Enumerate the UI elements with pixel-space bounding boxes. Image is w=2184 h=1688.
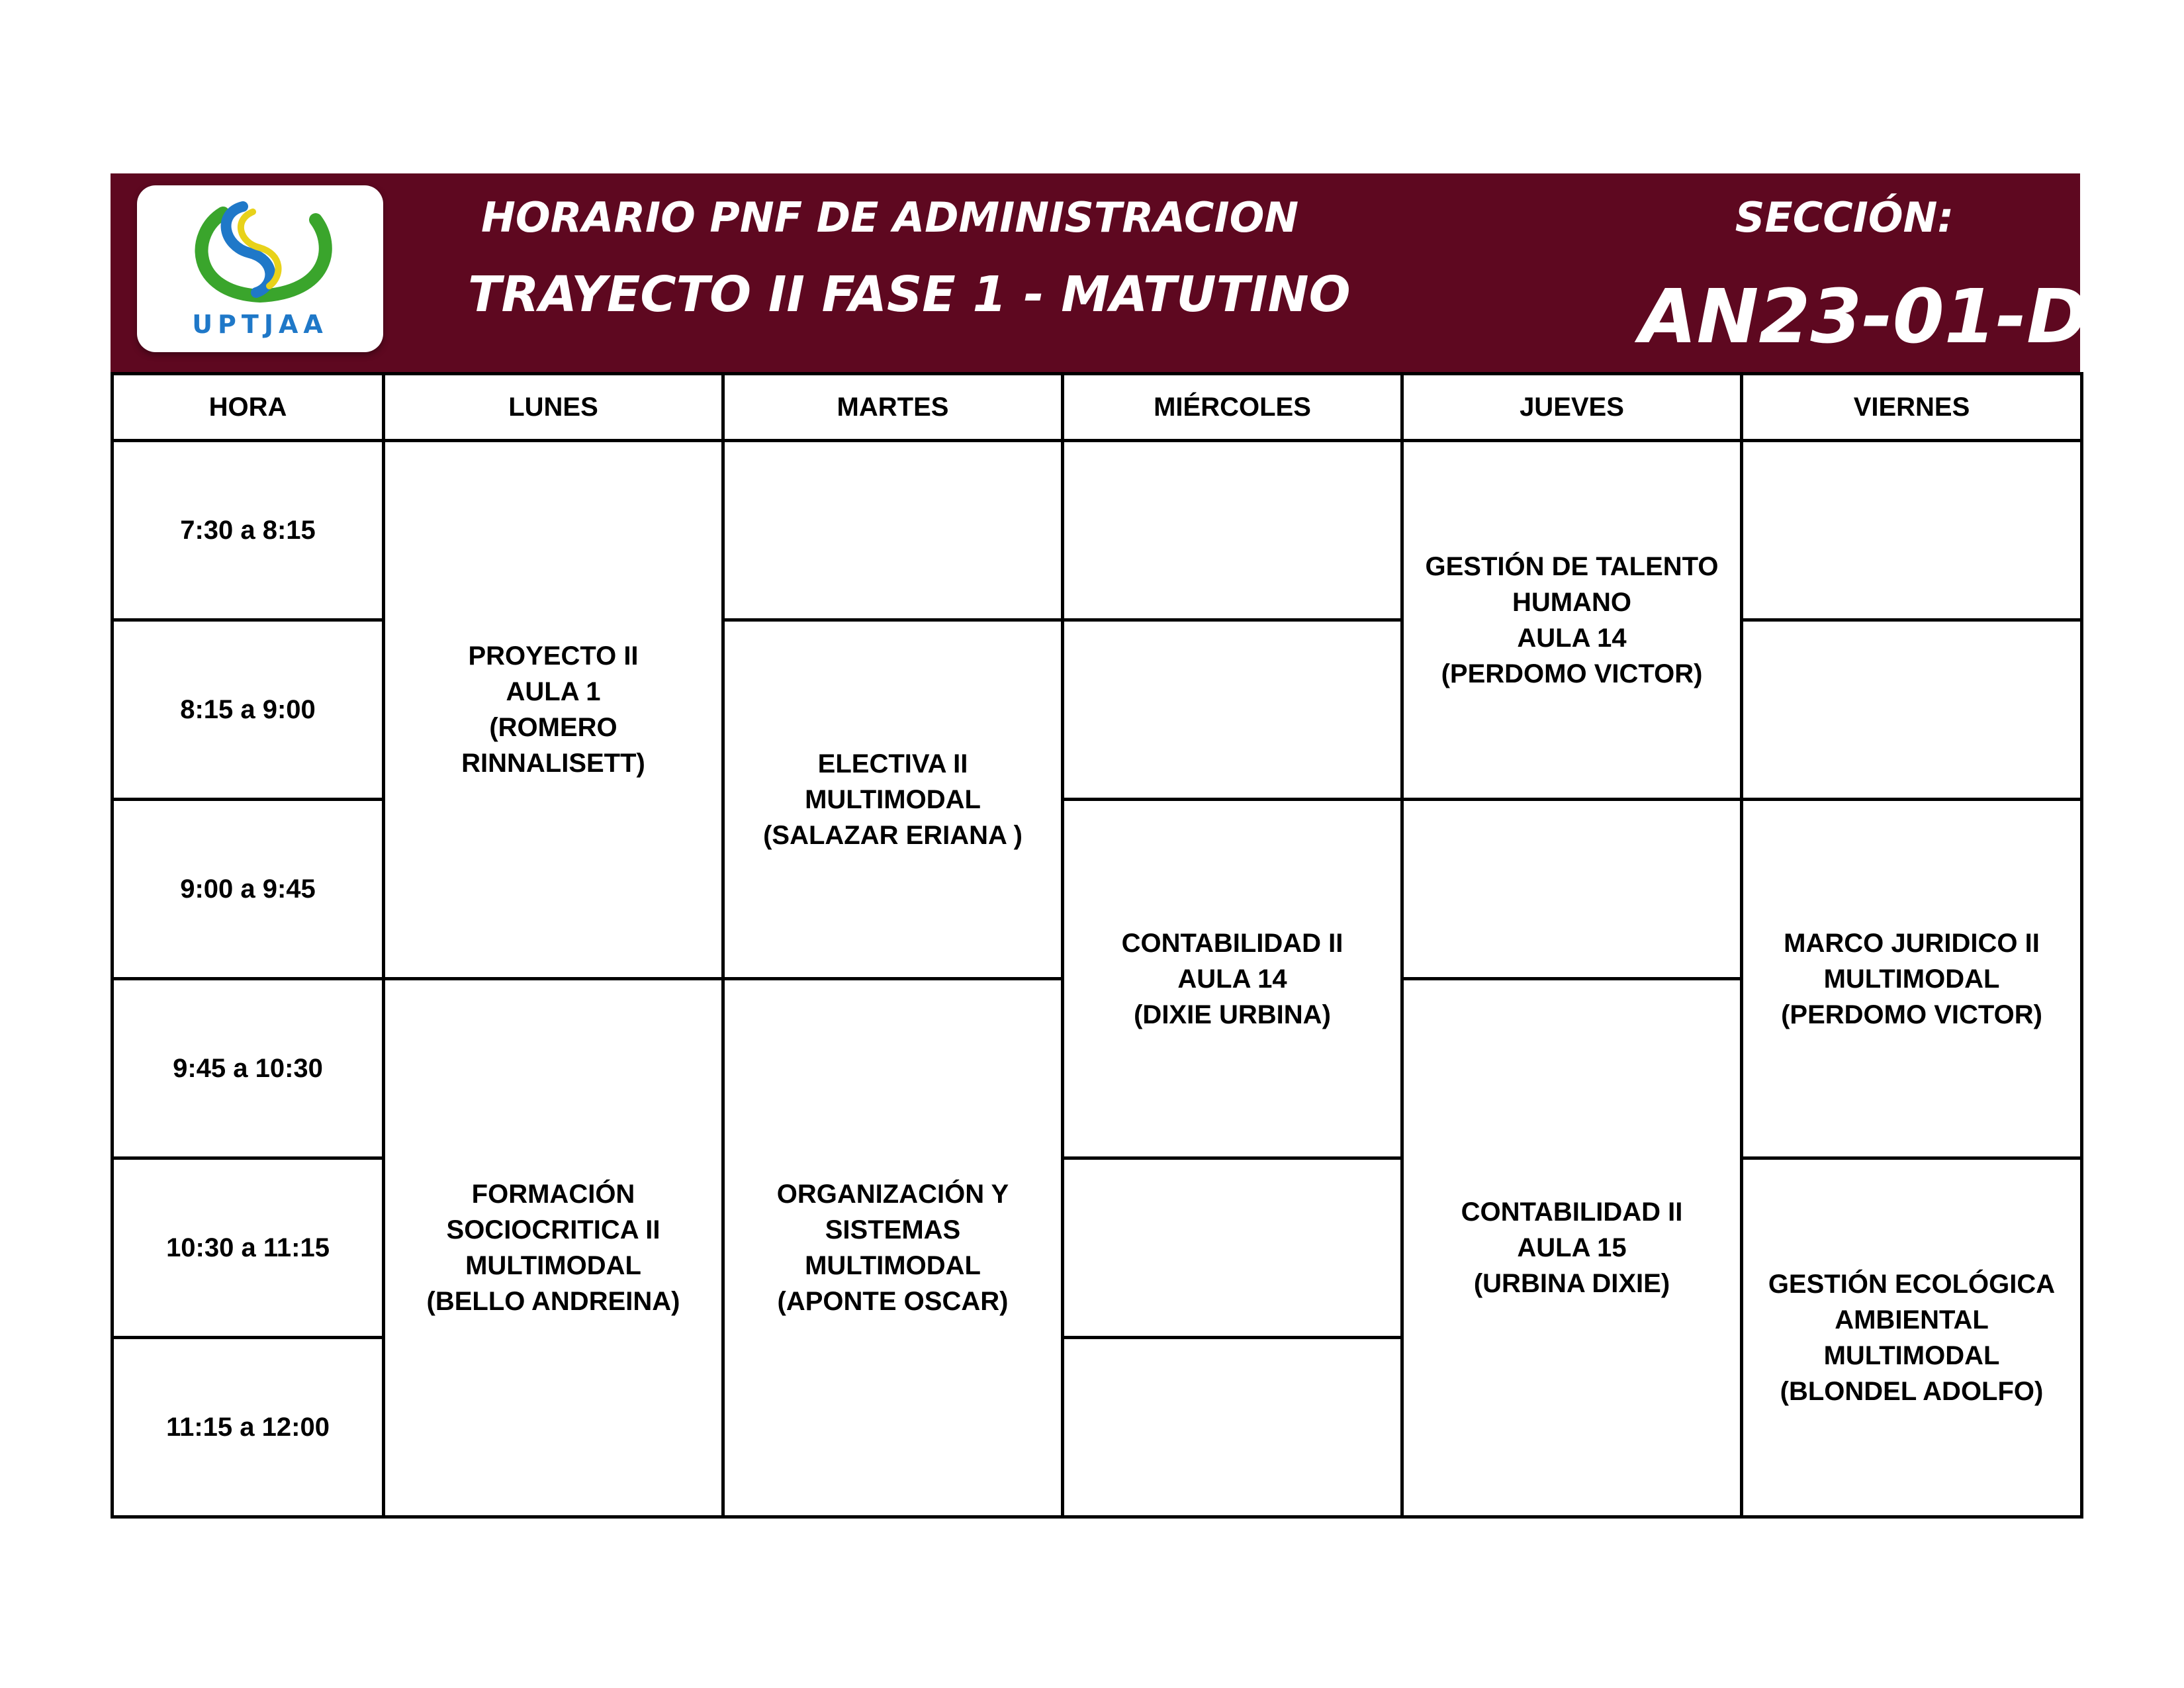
section-code: AN23-01-D2	[1639, 274, 2140, 360]
column-header-hora: HORA	[113, 374, 384, 441]
hour-cell: 10:30 a 11:15	[113, 1158, 384, 1338]
column-header-lunes: LUNES	[384, 374, 723, 441]
class-cell: CONTABILIDAD II AULA 15 (URBINA DIXIE)	[1402, 979, 1742, 1517]
empty-cell	[1402, 800, 1742, 979]
column-header-martes: MARTES	[723, 374, 1063, 441]
logo-emblem-icon	[177, 193, 343, 306]
empty-cell	[1063, 1338, 1402, 1517]
column-header-miercoles: MIÉRCOLES	[1063, 374, 1402, 441]
schedule-sheet	[111, 173, 2140, 1519]
schedule-title: HORARIO PNF DE ADMINISTRACION	[481, 193, 1299, 242]
hour-cell: 11:15 a 12:00	[113, 1338, 384, 1517]
empty-cell	[1063, 1158, 1402, 1338]
class-cell: GESTIÓN DE TALENTO HUMANO AULA 14 (PERDOMO VICTOR)	[1402, 441, 1742, 800]
column-header-jueves: JUEVES	[1402, 374, 1742, 441]
empty-cell	[1063, 620, 1402, 800]
class-cell: CONTABILIDAD II AULA 14 (DIXIE URBINA)	[1063, 800, 1402, 1158]
hour-cell: 7:30 a 8:15	[113, 441, 384, 620]
schedule-table	[111, 372, 2083, 1519]
hour-cell: 9:45 a 10:30	[113, 979, 384, 1158]
header-banner	[111, 173, 2140, 372]
class-cell: PROYECTO II AULA 1 (ROMERO RINNALISETT)	[384, 441, 723, 979]
column-header-viernes: VIERNES	[1742, 374, 2082, 441]
empty-cell	[1063, 441, 1402, 620]
class-cell: MARCO JURIDICO II MULTIMODAL (PERDOMO VICTOR)	[1742, 800, 2082, 1158]
empty-cell	[723, 441, 1063, 620]
empty-cell	[1742, 441, 2082, 620]
hour-cell: 9:00 a 9:45	[113, 800, 384, 979]
class-cell: ORGANIZACIÓN Y SISTEMAS MULTIMODAL (APONTE OSCAR)	[723, 979, 1063, 1517]
schedule-subtitle: TRAYECTO II FASE 1 - MATUTINO	[468, 266, 1351, 323]
logo-text: UPTJAA	[192, 310, 328, 339]
class-cell: FORMACIÓN SOCIOCRITICA II MULTIMODAL (BELLO ANDREINA)	[384, 979, 723, 1517]
section-label: SECCIÓN:	[1735, 193, 1954, 242]
class-cell: ELECTIVA II MULTIMODAL (SALAZAR ERIANA )	[723, 620, 1063, 979]
empty-cell	[1742, 620, 2082, 800]
class-cell: GESTIÓN ECOLÓGICA AMBIENTAL MULTIMODAL (BLONDEL ADOLFO)	[1742, 1158, 2082, 1517]
hour-cell: 8:15 a 9:00	[113, 620, 384, 800]
uptjaa-logo	[137, 185, 383, 352]
